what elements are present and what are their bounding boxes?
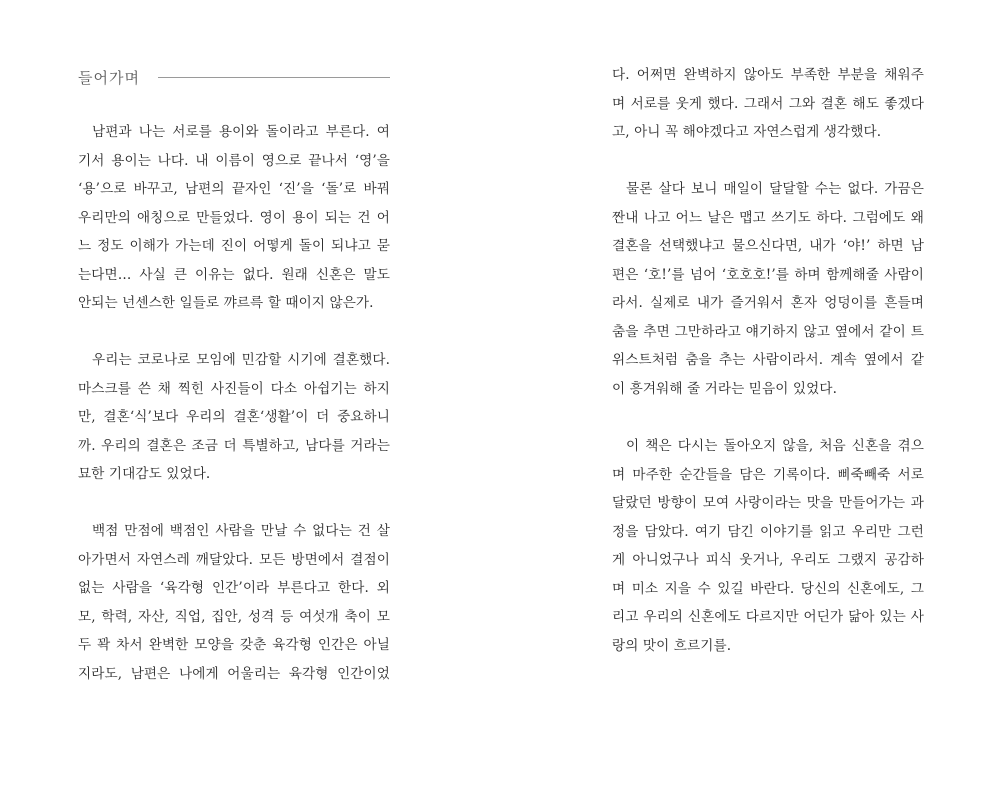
text-line: 편은 ‘호!’를 넘어 ‘호호호!’를 하며 함께해줄 사람이	[612, 266, 924, 283]
text-line: ‘용’으로 바꾸고, 남편의 끝자인 ‘진’을 ‘돌’로 바꿔	[78, 181, 390, 197]
text-line: 짠내 나고 어느 날은 맵고 쓰기도 하다. 그럼에도 왜	[612, 209, 924, 226]
text-line: 아가면서 자연스레 깨달았다. 모든 방면에서 결점이	[78, 551, 390, 568]
text-line: 달랐던 방향이 모여 사랑이라는 맛을 만들어가는 과	[612, 495, 924, 511]
paragraph-5	[612, 175, 924, 403]
text-line: 며 마주한 순간들을 담은 기록이다. 삐죽빼죽 서로	[612, 466, 924, 483]
text-line: 다. 어쩌면 완벽하지 않아도 부족한 부분을 채워주	[612, 67, 924, 83]
text-line: 물론 살다 보니 매일이 달달할 수는 없다. 가끔은	[626, 181, 924, 197]
text-line: 는다면… 사실 큰 이유는 없다. 원래 신혼은 말도	[78, 266, 390, 283]
chapter-title: 들어가며	[78, 68, 140, 87]
text-line: 느 정도 이해가 가는데 진이 어떻게 돌이 되냐고 묻	[78, 238, 390, 254]
text-line: 모, 학력, 자산, 직업, 집안, 성격 등 여섯개 축이 모	[78, 608, 390, 625]
text-line: 게 아니었구나 피식 웃거나, 우리도 그랬지 공감하	[612, 552, 924, 568]
paragraph-6	[612, 432, 924, 660]
text-line: 안되는 넌센스한 일들로 꺄르륵 할 때이지 않은가.	[78, 295, 374, 311]
text-line: 위스트처럼 춤을 추는 사람이라서. 계속 옆에서 같	[612, 352, 924, 368]
text-line: 우리는 코로나로 모임에 민감할 시기에 결혼했다.	[92, 352, 390, 368]
text-line: 없는 사람을 ‘육각형 인간’이라 부른다고 한다. 외	[78, 580, 390, 596]
text-line: 결혼을 선택했냐고 물으신다면, 내가 ‘야!’ 하면 남	[612, 238, 924, 254]
text-line: 리고 우리의 신혼에도 다르지만 어딘가 닮아 있는 사	[612, 609, 924, 625]
chapter-title-rule	[158, 77, 390, 78]
text-line: 며 미소 지을 수 있길 바란다. 당신의 신혼에도, 그	[612, 580, 924, 597]
paragraph-4	[612, 61, 924, 147]
text-line: 며 서로를 웃게 했다. 그래서 그와 결혼 해도 좋겠다	[612, 95, 924, 112]
right-page	[500, 0, 1000, 809]
text-line: 정을 담았다. 여기 담긴 이야기를 읽고 우리만 그런	[612, 523, 924, 540]
text-line: 라서. 실제로 내가 즐거워서 혼자 엉덩이를 흔들며	[612, 295, 924, 311]
text-line: 이 책은 다시는 돌아오지 않을, 처음 신혼을 겪으	[626, 438, 924, 454]
text-line: 마스크를 쓴 채 찍힌 사진들이 다소 아쉽기는 하지	[78, 380, 390, 397]
text-line: 까. 우리의 결혼은 조금 더 특별하고, 남다를 거라는	[78, 437, 390, 454]
text-line: 지라도, 남편은 나에게 어울리는 육각형 인간이었	[78, 665, 390, 682]
text-line: 묘한 기대감도 있었다.	[78, 466, 211, 482]
text-line: 두 꽉 차서 완벽한 모양을 갖춘 육각형 인간은 아닐	[78, 637, 390, 653]
text-line: 만, 결혼‘식’보다 우리의 결혼‘생활’이 더 중요하니	[78, 409, 390, 425]
paragraph-2	[78, 346, 390, 489]
chapter-header	[78, 62, 390, 92]
text-line: 우리만의 애칭으로 만들었다. 영이 용이 되는 건 어	[78, 209, 390, 226]
text-line: 고, 아니 꼭 해야겠다고 자연스럽게 생각했다.	[612, 124, 882, 140]
text-line: 남편과 나는 서로를 용이와 돌이라고 부른다. 여	[92, 124, 390, 140]
text-line: 이 흥겨워해 줄 거라는 믿음이 있었다.	[612, 380, 837, 397]
text-line: 춤을 추면 그만하라고 얘기하지 않고 옆에서 같이 트	[612, 323, 924, 340]
text-line: 기서 용이는 나다. 내 이름이 영으로 끝나서 ‘영’을	[78, 152, 390, 169]
paragraph-3	[78, 517, 390, 688]
text-line: 랑의 맛이 흐르기를.	[612, 637, 732, 654]
paragraph-1	[78, 118, 390, 318]
text-line: 백점 만점에 백점인 사람을 만날 수 없다는 건 살	[92, 523, 390, 539]
